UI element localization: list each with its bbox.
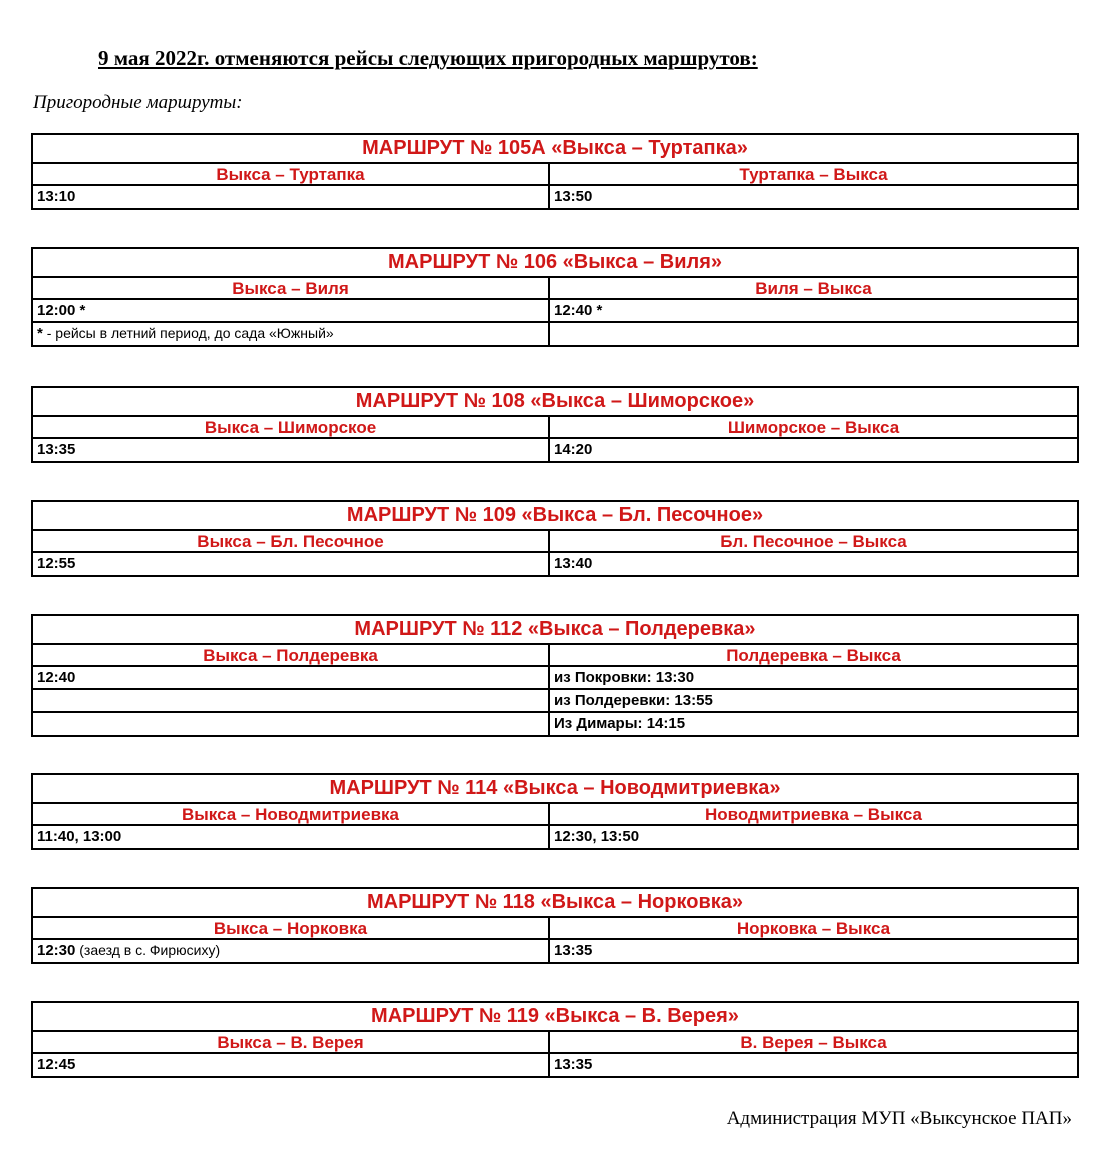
time-out: 13:10 xyxy=(33,186,550,208)
time-back: 13:35 xyxy=(554,1056,593,1073)
time-back: 13:40 xyxy=(554,555,593,572)
direction-row xyxy=(33,1032,1077,1054)
empty-cell xyxy=(33,713,550,735)
route-109-table xyxy=(31,500,1079,577)
route-108-table xyxy=(31,386,1079,463)
time-out xyxy=(33,940,550,962)
direction-row xyxy=(33,278,1077,300)
direction-back: Полдеревка – Выкса xyxy=(726,646,901,665)
route-title: МАРШРУТ № 114 «Выкса – Новодмитриевка» xyxy=(33,775,1077,804)
direction-row xyxy=(33,918,1077,940)
direction-back: Виля – Выкса xyxy=(755,279,872,298)
time-row xyxy=(33,300,1077,323)
direction-out: Выкса – Полдеревка xyxy=(33,645,550,665)
time-row xyxy=(33,186,1077,208)
time-out: 12:55 xyxy=(33,553,550,575)
direction-back: Шиморское – Выкса xyxy=(727,418,900,437)
footnote-star: * xyxy=(37,325,43,342)
time-back: 13:35 xyxy=(554,942,593,959)
empty-cell xyxy=(33,690,550,711)
direction-row xyxy=(33,804,1077,826)
route-title: МАРШРУТ № 112 «Выкса – Полдеревка» xyxy=(33,616,1077,645)
time-back: 12:40 * xyxy=(554,302,603,319)
direction-back: Бл. Песочное – Выкса xyxy=(720,532,907,551)
route-105a-table xyxy=(31,133,1079,210)
time-back: из Покровки: 13:30 xyxy=(554,669,695,686)
time-row xyxy=(33,1054,1077,1076)
direction-row xyxy=(33,417,1077,439)
route-106-table xyxy=(31,247,1079,347)
direction-row xyxy=(33,164,1077,186)
route-title: МАРШРУТ № 105А «Выкса – Туртапка» xyxy=(33,135,1077,164)
route-title: МАРШРУТ № 106 «Выкса – Виля» xyxy=(33,249,1077,278)
time-out: 12:40 xyxy=(33,667,550,688)
footnote-text: - рейсы в летний период, до сада «Южный» xyxy=(42,325,334,341)
direction-out: Выкса – В. Верея xyxy=(33,1032,550,1052)
route-title: МАРШРУТ № 118 «Выкса – Норковка» xyxy=(33,889,1077,918)
direction-out: Выкса – Норковка xyxy=(33,918,550,938)
direction-out: Выкса – Туртапка xyxy=(33,164,550,184)
time-out-note: (заезд в с. Фирюсиху) xyxy=(75,942,221,958)
note-row xyxy=(33,323,1077,345)
route-title: МАРШРУТ № 109 «Выкса – Бл. Песочное» xyxy=(33,502,1077,531)
time-out: 12:00 * xyxy=(33,300,550,321)
time-back: из Полдеревки: 13:55 xyxy=(554,692,713,709)
direction-back: Туртапка – Выкса xyxy=(739,165,888,184)
time-row xyxy=(33,713,1077,735)
direction-back: В. Верея – Выкса xyxy=(740,1033,887,1052)
time-back: 14:20 xyxy=(554,441,593,458)
route-119-table xyxy=(31,1001,1079,1078)
direction-back: Новодмитриевка – Выкса xyxy=(705,805,922,824)
direction-out: Выкса – Новодмитриевка xyxy=(33,804,550,824)
route-118-table xyxy=(31,887,1079,964)
time-out: 13:35 xyxy=(33,439,550,461)
time-out: 12:45 xyxy=(33,1054,550,1076)
time-back: 13:50 xyxy=(554,188,593,205)
time-row xyxy=(33,667,1077,690)
direction-back: Норковка – Выкса xyxy=(736,919,891,938)
route-114-table xyxy=(31,773,1079,850)
direction-row xyxy=(33,645,1077,667)
time-row xyxy=(33,553,1077,575)
direction-out: Выкса – Бл. Песочное xyxy=(33,531,550,551)
direction-out: Выкса – Виля xyxy=(33,278,550,298)
time-back: Из Димары: 14:15 xyxy=(554,715,686,732)
time-out-value: 12:30 xyxy=(37,942,76,959)
section-subheading: Пригородные маршруты: xyxy=(33,92,243,113)
route-112-table xyxy=(31,614,1079,737)
footer-signature: Администрация МУП «Выксунское ПАП» xyxy=(726,1108,1072,1129)
page-heading: 9 мая 2022г. отменяются рейсы следующих пригородных маршрутов: xyxy=(98,46,758,70)
time-row xyxy=(33,826,1077,848)
direction-row xyxy=(33,531,1077,553)
time-row xyxy=(33,439,1077,461)
route-title: МАРШРУТ № 119 «Выкса – В. Верея» xyxy=(33,1003,1077,1032)
time-row xyxy=(33,690,1077,713)
direction-out: Выкса – Шиморское xyxy=(33,417,550,437)
time-out: 11:40, 13:00 xyxy=(33,826,550,848)
footnote xyxy=(33,323,550,345)
route-title: МАРШРУТ № 108 «Выкса – Шиморское» xyxy=(33,388,1077,417)
time-back: 12:30, 13:50 xyxy=(554,828,640,845)
time-row xyxy=(33,940,1077,962)
empty-cell xyxy=(550,323,1077,345)
